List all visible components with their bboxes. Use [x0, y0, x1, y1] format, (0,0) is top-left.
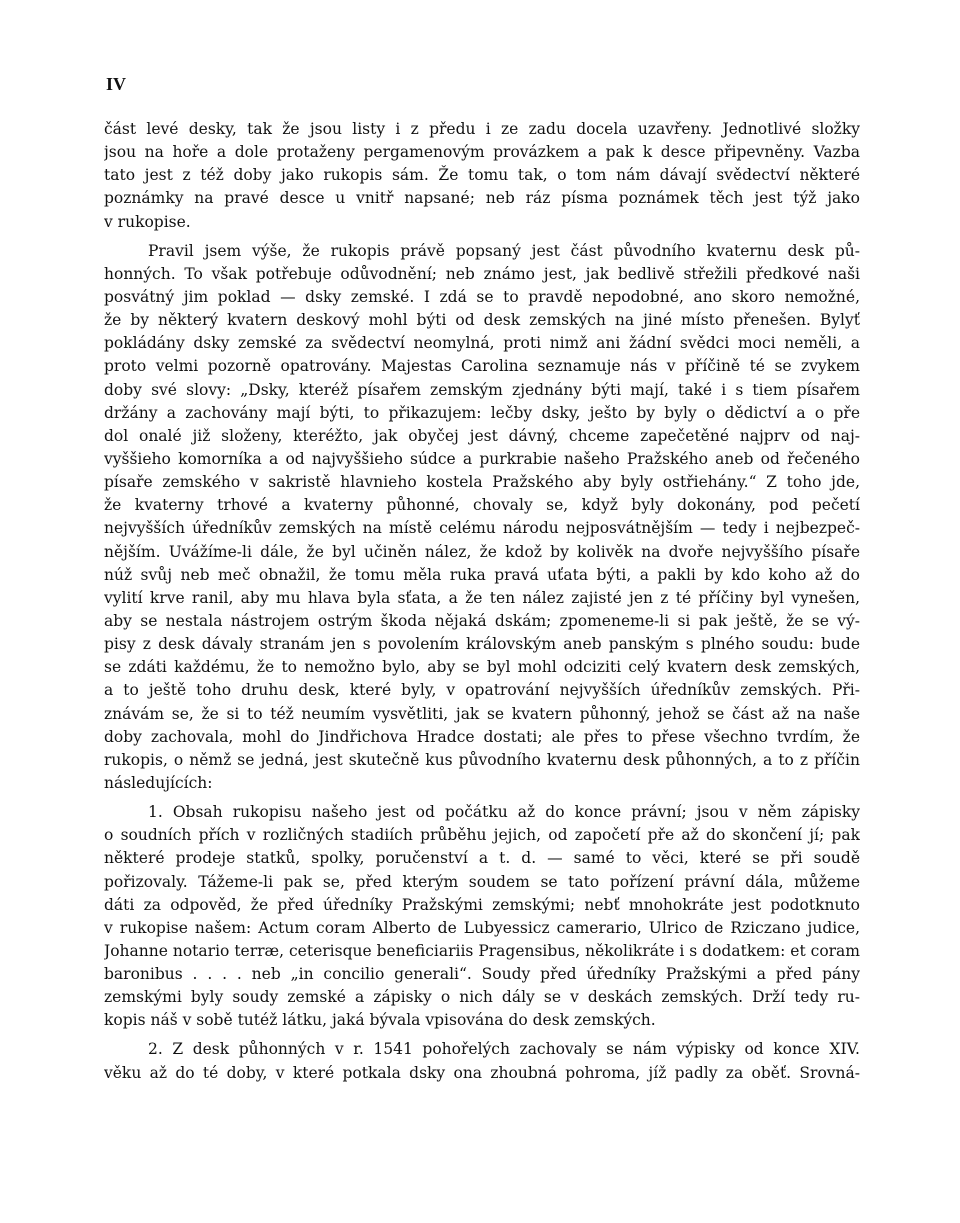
body-text	[104, 118, 860, 1085]
text-line: nejvyšších úředníkův zemských na místě celému národu nejposvátnějším — tedy i nejbezpeč-	[104, 519, 860, 538]
paragraph	[104, 1038, 860, 1084]
text-line: núž svůj neb meč obnažil, že tomu měla ruka pravá uťata býti, a pakli by kdo koho až do	[104, 565, 860, 584]
text-line: v rukopise našem: Actum coram Alberto de Lubyessicz camerario, Ulrico de Rziczano judice,	[104, 918, 860, 937]
text-line: posvátný jim poklad — dsky zemské. I zdá se to pravdě nepodobné, ano skoro nemožné,	[104, 287, 860, 306]
text-line: a to ještě toho druhu desk, které byly, v opatrování nejvyšších úředníkův zemských. Při-	[104, 681, 860, 700]
text-line: doby své slovy: „Dsky, kteréž písařem zemským zjednány býti mají, také i s tiem písařem	[104, 380, 860, 399]
text-line: pisy z desk dávaly stranám jen s povolením královským aneb panským s plného soudu: bude	[104, 635, 860, 654]
text-line: znávám se, že si to též neumím vysvětliti, jak se kvatern půhonný, jehož se část až na naše	[104, 704, 860, 723]
text-line: Pravil jsem výše, že rukopis právě popsaný jest část původního kvaternu desk pů-	[148, 241, 860, 260]
text-line: proto velmi pozorně opatrovány. Majestas Carolina seznamuje nás v příčině té se zvykem	[104, 357, 860, 376]
text-line: 1. Obsah rukopisu našeho jest od počátku až do konce právní; jsou v něm zápisky	[148, 803, 860, 822]
text-line: část levé desky, tak že jsou listy i z předu i ze zadu docela uzavřeny. Jednotlivé složky	[104, 120, 860, 138]
text-line: následujících:	[104, 773, 213, 792]
text-line: že by některý kvatern deskový mohl býti od desk zemských na jiné místo přenešen. Bylyť	[104, 311, 860, 330]
text-line: kopis náš v sobě tutéž látku, jaká bývala vpisována do desk zemských.	[104, 1011, 656, 1030]
text-line: poznámky na pravé desce u vnitř napsané; neb ráz písma poznámek těch jest týž jako	[104, 189, 860, 208]
text-line: písaře zemského v sakristě hlavnieho kostela Pražského aby byly ostřiehány.“ Z toho jde,	[104, 473, 860, 492]
text-line: v rukopise.	[104, 212, 191, 231]
text-line: že kvaterny trhové a kvaterny půhonné, chovaly se, když byly dokonány, pod pečetí	[104, 496, 860, 515]
text-line: baronibus . . . . neb „in concilio generali“. Soudy před úředníky Pražskými a před pány	[104, 965, 860, 984]
text-line: některé prodeje statků, spolky, poručenství a t. d. — samé to věci, které se při soudě	[104, 849, 860, 868]
text-line: dáti za odpověd, že před úředníky Pražskými zemskými; nebť mnohokráte jest podotknuto	[104, 895, 860, 914]
text-line: nějším. Uvážíme-li dále, že byl učiněn nález, že kdož by kolivěk na dvoře nejvyššího písaře	[104, 542, 860, 561]
text-line: aby se nestala nástrojem ostrým škoda nějaká dskám; zpomeneme-li si pak ještě, že se vý-	[104, 611, 860, 630]
text-line: doby zachovala, mohl do Jindřichova Hradce dostati; ale přes to přese všechno tvrdím, že	[104, 727, 860, 746]
text-line: vyššieho komorníka a od najvyššieho súdce a purkrabie našeho Pražského aneb od řečeného	[104, 449, 860, 468]
page-number: IV	[106, 74, 127, 94]
paragraph	[104, 240, 860, 795]
text-line: pořizovaly. Tážeme-li pak se, před kterým soudem se tato pořízení právní dála, můžeme	[104, 872, 860, 891]
text-line: vylití krve ranil, aby mu hlava byla sťata, a že ten nález zajisté jen z té příčiny byl vynešen,	[104, 588, 860, 607]
text-line: zemskými byly soudy zemské a zápisky o nich dály se v deskách zemských. Drží tedy ru-	[104, 988, 860, 1007]
text-line: o soudních přích v rozličných stadiích průběhu jejich, od započetí pře až do skončení jí; pak	[104, 826, 860, 845]
text-line: držány a zachovány mají býti, to přikazujem: lečby dsky, ješto by byly o dědictví a o pře	[104, 403, 860, 422]
text-line: se zdáti každému, že to nemožno bylo, aby se byl mohl odciziti celý kvatern desk zemských,	[104, 658, 860, 677]
text-line: rukopis, o němž se jedná, jest skutečně kus původního kvaternu desk půhonných, a to z příčin	[104, 750, 860, 769]
text-line: pokládány dsky zemské za svědectví neomylná, proti nimž ani žádní svědci moci neměli, a	[104, 334, 860, 353]
text-line: honných. To však potřebuje odůvodnění; neb známo jest, jak bedlivě střežili předkové naši	[104, 264, 860, 283]
paragraph	[104, 118, 860, 234]
text-line: tato jest z též doby jako rukopis sám. Že tomu tak, o tom nám dávají svědectví některé	[104, 166, 860, 185]
paragraph	[104, 801, 860, 1032]
text-line: Johanne notario terræ, ceterisque beneficiariis Pragensibus, několikráte i s dodatkem: et coram	[104, 941, 860, 960]
text-line: jsou na hoře a dole protaženy pergamenovým provázkem a pak k desce připevněny. Vazba	[104, 143, 860, 162]
text-line: 2. Z desk půhonných v r. 1541 pohořelých zachovaly se nám výpisky od konce XIV.	[148, 1040, 860, 1059]
text-line: věku až do té doby, v které potkala dsky ona zhoubná pohroma, jíž padly za oběť. Srovná-	[104, 1063, 860, 1082]
text-line: dol onalé již složeny, kteréžto, jak obyčej jest dávný, chceme zapečetěné najprv od naj-	[104, 426, 860, 445]
